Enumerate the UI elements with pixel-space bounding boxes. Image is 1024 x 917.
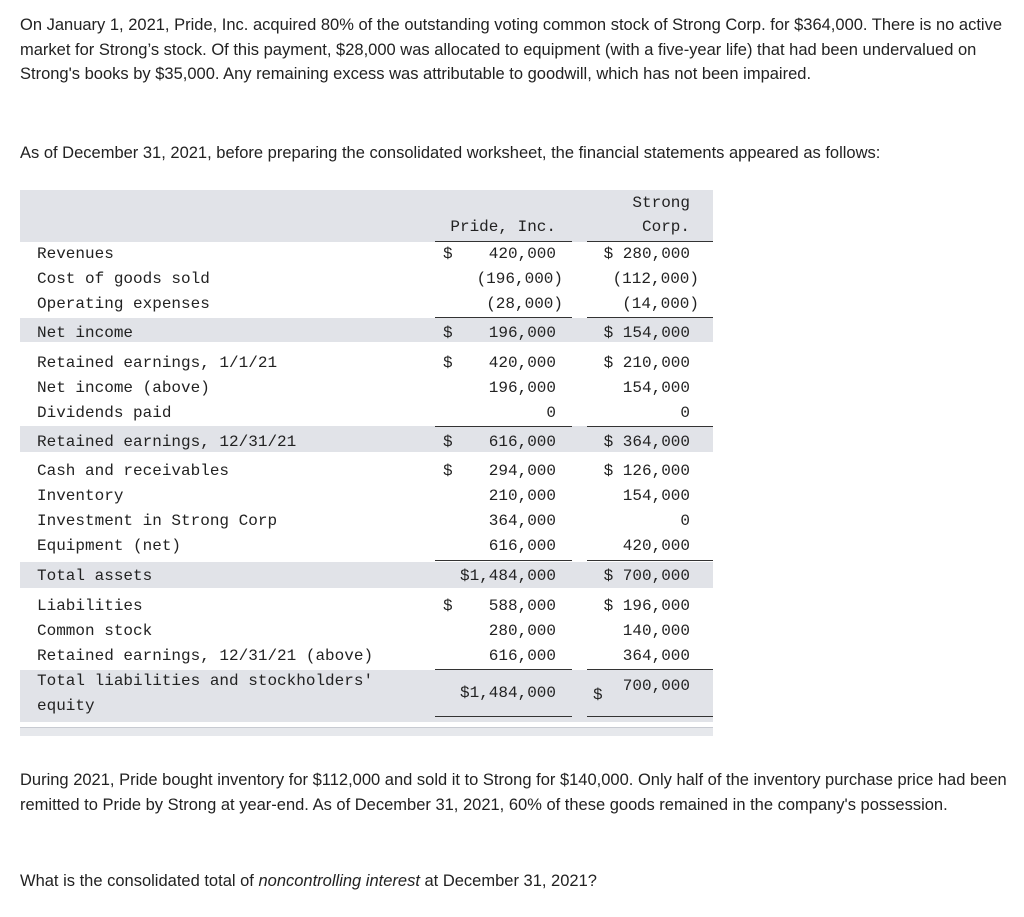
- row-strong-value: $ 280,000: [603, 245, 690, 263]
- row-pride-dollar: $: [443, 324, 453, 342]
- row-strong-value: $ 210,000: [603, 354, 690, 372]
- header-pride: Pride, Inc.: [450, 218, 556, 236]
- row-pride-value: $1,484,000: [459, 567, 556, 585]
- row-strong-value: 154,000: [622, 379, 690, 397]
- row-label: Net income: [37, 324, 134, 342]
- row-label: Total assets: [37, 567, 153, 585]
- row-label: Operating expenses: [37, 295, 210, 313]
- inventory-transfer-paragraph: During 2021, Pride bought inventory for $112,000 and sold it to Strong for $140,000. Only half of the inventory purchase price had been remitted to Pride by Strong at year-end. As of December 31, 2021, 60% of these goods remained in the company's possession.: [20, 771, 1007, 814]
- row-pride-value: 616,000: [488, 647, 556, 665]
- double-underline: [587, 716, 713, 717]
- row-strong-dollar: $: [593, 686, 603, 704]
- row-strong-value: (112,000): [612, 270, 699, 288]
- underline: [435, 560, 572, 561]
- row-strong-value: 700,000: [622, 677, 690, 695]
- row-pride-dollar: $: [443, 597, 453, 615]
- row-label: Net income (above): [37, 379, 210, 397]
- row-pride-value: 616,000: [488, 537, 556, 555]
- row-label-line1: Total liabilities and stockholders': [37, 672, 374, 690]
- underline: [435, 317, 572, 318]
- row-pride-value: 588,000: [488, 597, 556, 615]
- double-underline: [435, 716, 572, 717]
- row-pride-value: (196,000): [476, 270, 563, 288]
- row-pride-value: 0: [546, 404, 556, 422]
- underline: [587, 317, 713, 318]
- row-pride-value: (28,000): [486, 295, 563, 313]
- row-strong-value: $ 196,000: [603, 597, 690, 615]
- row-pride-dollar: $: [443, 245, 453, 263]
- intro-paragraph: On January 1, 2021, Pride, Inc. acquired 80% of the outstanding voting common stock of Strong Corp. for $364,000. There is no active market for Strong’s stock. Of this payment, $28,000 was allocated to equipment (with a five-year life) that had been undervalued on Strong's books by $35,000. Any remaining excess was attributable to goodwill, which has not been impaired.: [20, 16, 1003, 83]
- row-strong-value: 0: [680, 512, 690, 530]
- row-strong-value: $ 126,000: [603, 462, 690, 480]
- question-emphasis: noncontrolling interest: [258, 872, 420, 890]
- row-label: Liabilities: [37, 597, 143, 615]
- underline: [587, 560, 713, 561]
- row-pride-value: 294,000: [488, 462, 556, 480]
- row-label: Retained earnings, 12/31/21 (above): [37, 647, 374, 665]
- row-strong-value: $ 700,000: [603, 567, 690, 585]
- header-strong-line2: Corp.: [641, 218, 690, 236]
- row-strong-value: 140,000: [622, 622, 690, 640]
- question-post: at December 31, 2021?: [419, 872, 597, 890]
- row-pride-value: 364,000: [488, 512, 556, 530]
- row-strong-value: $ 364,000: [603, 433, 690, 451]
- question-pre: What is the consolidated total of: [20, 872, 259, 890]
- row-pride-value: 420,000: [488, 245, 556, 263]
- row-label: Cash and receivables: [37, 462, 230, 480]
- underline: [435, 426, 572, 427]
- question: [20, 869, 1010, 894]
- row-pride-dollar: $: [443, 462, 453, 480]
- row-strong-value: 154,000: [622, 487, 690, 505]
- row-label: Retained earnings, 12/31/21: [37, 433, 297, 451]
- row-label: Dividends paid: [37, 404, 172, 422]
- row-strong-value: 420,000: [622, 537, 690, 555]
- row-pride-value: $1,484,000: [459, 684, 556, 702]
- row-pride-dollar: $: [443, 354, 453, 372]
- row-pride-value: 280,000: [488, 622, 556, 640]
- row-pride-value: 420,000: [488, 354, 556, 372]
- row-pride-value: 210,000: [488, 487, 556, 505]
- underline: [435, 669, 572, 670]
- intro-statement-note: As of December 31, 2021, before preparing the consolidated worksheet, the financial statements appeared as follows:: [20, 144, 881, 162]
- row-label: Revenues: [37, 245, 114, 263]
- row-pride-value: 196,000: [488, 324, 556, 342]
- row-pride-dollar: $: [443, 433, 453, 451]
- row-strong-value: $ 154,000: [603, 324, 690, 342]
- row-pride-value: 616,000: [488, 433, 556, 451]
- table-header-band: [20, 190, 713, 242]
- row-label-line2: equity: [37, 697, 95, 715]
- underline: [587, 426, 713, 427]
- underline: [587, 669, 713, 670]
- row-pride-value: 196,000: [488, 379, 556, 397]
- row-label: Cost of goods sold: [37, 270, 210, 288]
- table-footer-bar: [20, 727, 713, 736]
- row-label: Retained earnings, 1/1/21: [37, 354, 278, 372]
- row-strong-value: (14,000): [622, 295, 699, 313]
- row-strong-value: 364,000: [622, 647, 690, 665]
- row-label: Inventory: [37, 487, 124, 505]
- header-underline-pride: [435, 241, 572, 242]
- header-strong-line1: Strong: [632, 194, 690, 212]
- row-label: Equipment (net): [37, 537, 182, 555]
- header-underline-strong: [587, 241, 713, 242]
- row-strong-value: 0: [680, 404, 690, 422]
- row-label: Common stock: [37, 622, 153, 640]
- row-label: Investment in Strong Corp: [37, 512, 278, 530]
